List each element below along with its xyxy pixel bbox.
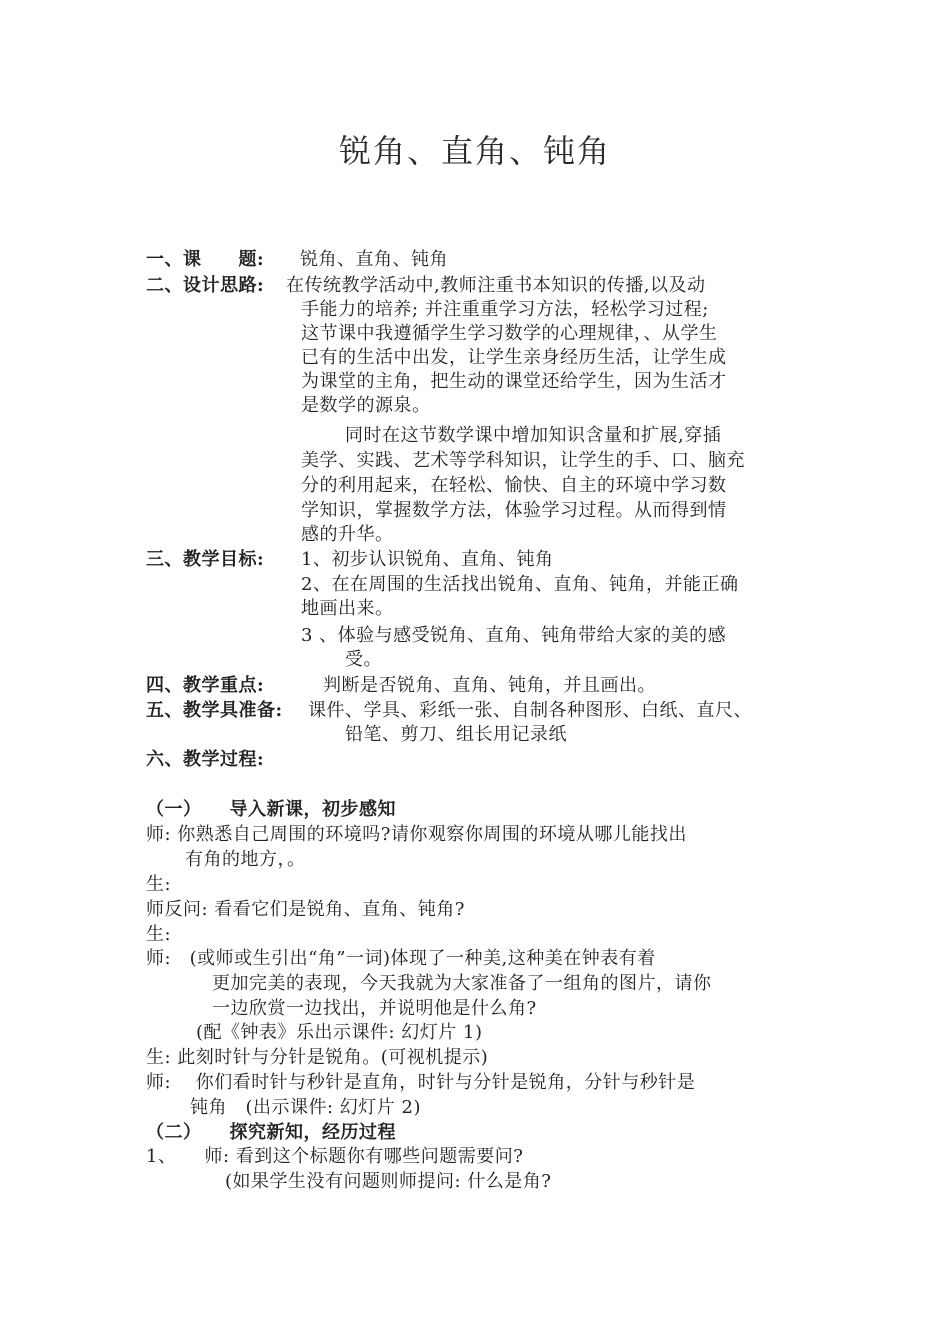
section-label-goals: 三、教学目标: bbox=[146, 549, 265, 570]
design-line: 感的升华。 bbox=[301, 524, 394, 545]
materials-line: 课件、学具、彩纸一张、自制各种图形、白纸、直尺、 bbox=[308, 700, 752, 721]
dialogue-line: 1、 师: 看到这个标题你有哪些问题需要问? bbox=[146, 1146, 524, 1167]
design-line: 这节课中我遵循学生学习数学的心理规律，、从学生 bbox=[301, 323, 718, 344]
design-line: 在传统教学活动中,教师注重书本知识的传播,以及动 bbox=[286, 275, 706, 296]
dialogue-line: 生: 此刻时针与分针是锐角。(可视机提示) bbox=[146, 1047, 489, 1068]
dialogue-line: 师: 你熟悉自己周围的环境吗?请你观察你周围的环境从哪儿能找出 bbox=[146, 824, 687, 845]
dialogue-line: (如果学生没有问题则师提问: 什么是角? bbox=[225, 1171, 552, 1192]
focus-line: 判断是否锐角、直角、钝角，并且画出。 bbox=[323, 675, 656, 696]
dialogue-line: 生: bbox=[146, 874, 172, 895]
goal-line: 受。 bbox=[345, 649, 382, 670]
design-line: 美学、实践、艺术等学科知识，让学生的手、口、脑充 bbox=[301, 450, 745, 471]
design-line: 已有的生活中出发，让学生亲身经历生活，让学生成 bbox=[301, 347, 727, 368]
materials-line: 铅笔、剪刀、组长用记录纸 bbox=[345, 724, 567, 745]
dialogue-line: 更加完美的表现，今天我就为大家准备了一组角的图片，请你 bbox=[212, 973, 712, 994]
section-label-focus: 四、教学重点: bbox=[146, 675, 265, 696]
dialogue-line: 师: (或师或生引出“角”一词)体现了一种美,这种美在钟表有着 bbox=[146, 948, 656, 969]
subheading-part1: （一） 导入新课，初步感知 bbox=[146, 799, 396, 820]
section-text-topic: 锐角、直角、钝角 bbox=[300, 249, 448, 270]
design-line: 手能力的培养; 并注重重学习方法，轻松学习过程; bbox=[301, 299, 709, 320]
dialogue-line: 有角的地方，。 bbox=[185, 849, 306, 870]
dialogue-line: 钝角 (出示课件: 幻灯片 2) bbox=[190, 1097, 422, 1118]
dialogue-line: 师反问: 看看它们是锐角、直角、钝角? bbox=[146, 899, 465, 920]
section-label-process: 六、教学过程: bbox=[146, 749, 265, 770]
section-label-design: 二、设计思路: bbox=[146, 275, 265, 296]
section-label-materials: 五、教学具准备: bbox=[146, 700, 283, 721]
goal-line: 地画出来。 bbox=[301, 598, 394, 619]
page-title: 锐角、直角、钝角 bbox=[338, 132, 611, 170]
dialogue-line: 师: 你们看时针与秒针是直角，时针与分针是锐角，分针与秒针是 bbox=[146, 1072, 696, 1093]
goal-line: 1、初步认识锐角、直角、钝角 bbox=[301, 549, 554, 570]
design-line: 学知识，掌握数学方法，体验学习过程。从而得到情 bbox=[301, 500, 727, 521]
goal-line: 2、在在周围的生活找出锐角、直角、钝角，并能正确 bbox=[301, 574, 739, 595]
goal-line: 3 、体验与感受锐角、直角、钝角带给大家的美的感 bbox=[301, 625, 727, 646]
dialogue-line: (配《钟表》乐出示课件: 幻灯片 1) bbox=[196, 1022, 483, 1043]
design-line: 为课堂的主角，把生动的课堂还给学生，因为生活才 bbox=[301, 371, 727, 392]
section-label-topic: 一、课 题: bbox=[146, 249, 265, 270]
subheading-part2: （二） 探究新知，经历过程 bbox=[146, 1122, 396, 1143]
design-line: 同时在这节数学课中增加知识含量和扩展,穿插 bbox=[345, 425, 722, 446]
dialogue-line: 生: bbox=[146, 924, 172, 945]
dialogue-line: 一边欣赏一边找出，并说明他是什么角? bbox=[212, 998, 537, 1019]
design-line: 分的利用起来，在轻松、愉快、自主的环境中学习数 bbox=[301, 475, 727, 496]
design-line: 是数学的源泉。 bbox=[301, 395, 431, 416]
